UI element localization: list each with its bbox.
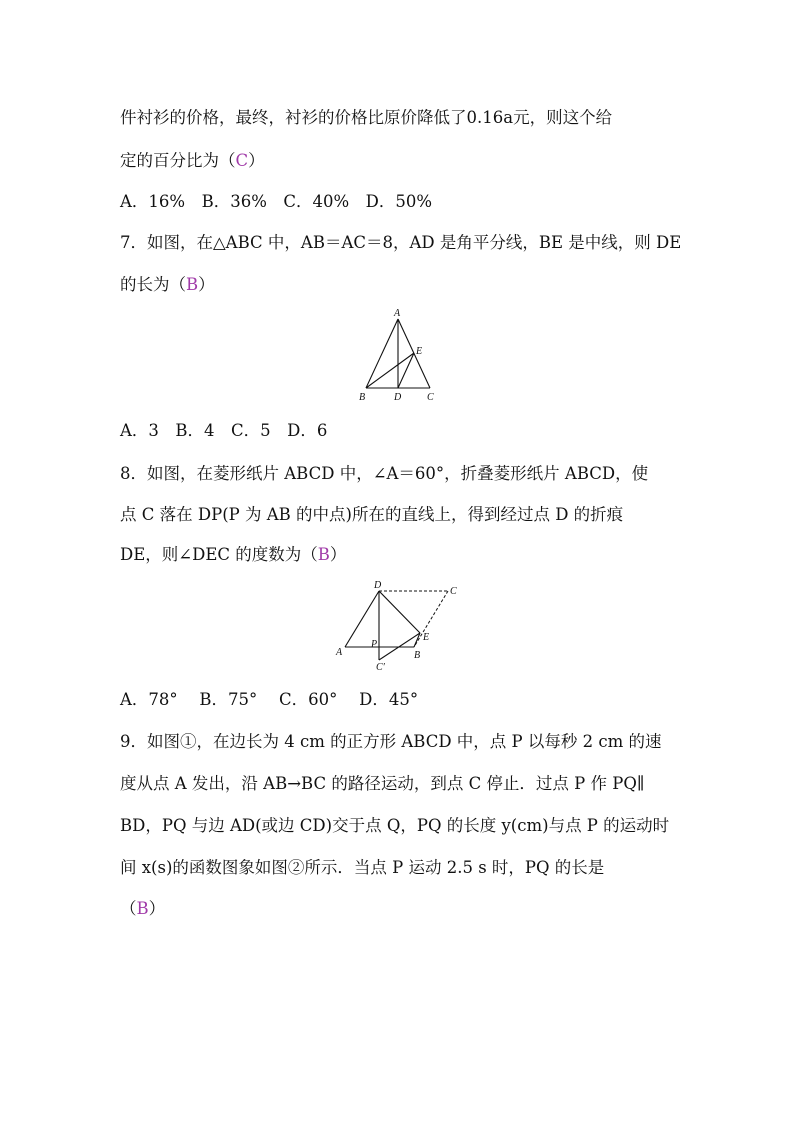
q7-side-ab [366,319,398,388]
q8-dashed-cb [414,591,448,647]
q9-line-1: 9．如图①，在边长为 4 cm 的正方形 ABCD 中，点 P 以每秒 2 cm 的速 [120,732,662,751]
q6-stem-end: 定的百分比为（ [120,151,236,170]
q8-rhombus-figure [330,576,464,672]
q8-close-paren: ） [329,545,347,564]
q7-answer: B [186,275,199,294]
q7-label-b: B [359,392,366,403]
q8-label-b: B [414,650,421,661]
q8-fold-crease-de [379,591,420,633]
q7-label-d: D [394,392,402,403]
q7-line-2 [120,274,215,296]
q7-segment-be [366,353,414,388]
q8-label-a: A [336,647,343,658]
q9-line-2: 度从点 A 发出，沿 AB→BC 的路径运动，到点 C 停止．过点 P 作 PQ∥ [120,774,645,793]
q6-answer: C [235,151,249,170]
q8-options: A．78° B．75° C．60° D．45° [120,690,419,709]
q9-line-4: 间 x(s)的函数图象如图②所示．当点 P 运动 2.5 s 时，PQ 的长是 [120,858,605,877]
q7-label-e: E [416,346,423,357]
q8-line-1: 8．如图，在菱形纸片 ABCD 中，∠A＝60°，折叠菱形纸片 ABCD，使 [120,464,649,483]
q7-close-paren: ） [198,275,215,294]
q7-label-c: C [427,392,434,403]
q8-label-p: P [371,639,378,650]
q7-triangle-figure [354,306,440,404]
q8-label-d: D [374,580,382,591]
q6-line-2 [120,150,265,172]
q9-line-3: BD，PQ 与边 AD(或边 CD)交于点 Q，PQ 的长度 y(cm)与点 P 的运动时 [120,816,670,835]
q6-close-paren: ） [248,151,265,170]
q7-stem-end: 的长为（ [120,275,186,294]
q8-label-e: E [423,632,430,643]
q7-label-a: A [394,308,401,319]
q7-line-1: 7．如图，在△ABC 中，AB＝AC＝8，AD 是角平分线，BE 是中线，则 DE [120,233,682,252]
q6-line-1: 件衬衫的价格，最终，衬衫的价格比原价降低了0.16a元，则这个给 [120,108,613,127]
q8-answer: B [317,545,330,564]
q9-line-5 [120,898,165,920]
q8-line-3 [120,544,346,566]
q8-label-c: C [450,586,457,597]
q9-open-paren: （ [120,899,137,918]
q9-answer: B [136,899,149,918]
q8-stem-end: DE，则∠DEC 的度数为（ [120,545,318,564]
q8-label-c-prime: C′ [376,662,385,672]
q9-close-paren: ） [148,899,166,918]
q6-options: A．16% B．36% C．40% D．50% [120,192,433,211]
q8-line-2: 点 C 落在 DP(P 为 AB 的中点)所在的直线上，得到经过点 D 的折痕 [120,505,624,524]
q7-options: A．3 B．4 C．5 D．6 [120,421,328,440]
